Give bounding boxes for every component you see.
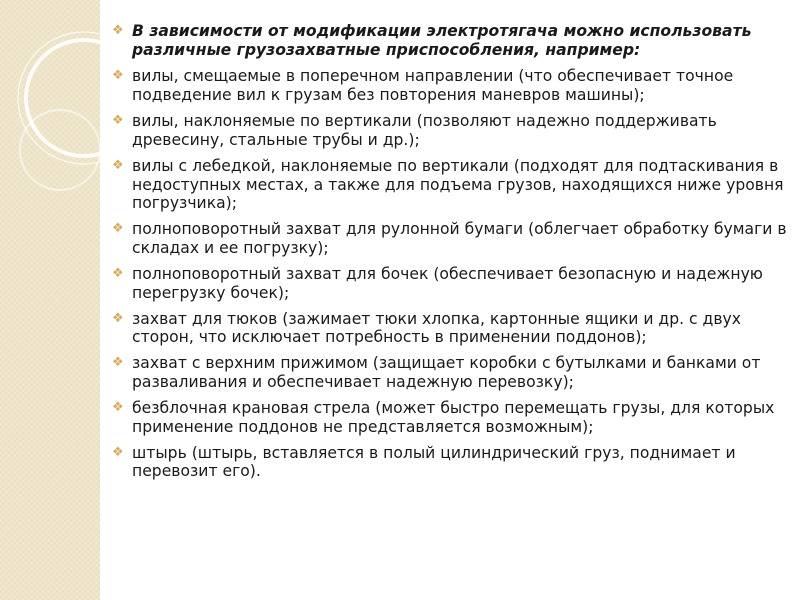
list-item-text: штырь (штырь, вставляется в полый цилиндрический груз, поднимает и перевозит его).: [132, 443, 736, 481]
list-item: [106, 444, 792, 481]
list-item: [106, 354, 792, 391]
list-item-text: вилы, наклоняемые по вертикали (позволяют надежно поддерживать древесину, стальные трубы и др.);: [132, 112, 717, 149]
list-item-text: вилы с лебедкой, наклоняемые по вертикали (подходят для подтаскивания в недоступных местах, а также для подъема грузов, находящихся ниже уровня погрузчика);: [132, 156, 784, 213]
diamond-bullet-icon: ❖: [112, 113, 124, 129]
list-item: [106, 399, 792, 436]
diamond-bullet-icon: ❖: [112, 157, 124, 173]
diamond-bullet-icon: ❖: [112, 400, 124, 416]
list-item: [106, 220, 792, 257]
list-item: [106, 157, 792, 213]
list-item-text: полноповоротный захват для бочек (обеспечивает безопасную и надежную перегрузку бочек);: [132, 264, 763, 302]
lead-text: В зависимости от модификации электротягача можно использовать различные грузозахватные приспособления, например:: [132, 22, 752, 59]
list-item-text: захват для тюков (зажимает тюки хлопка, картонные ящики и др. с двух сторон, что исключает потребность в применении поддонов);: [132, 309, 741, 347]
diamond-bullet-icon: ❖: [112, 444, 124, 460]
list-item: [106, 310, 792, 347]
decorative-side-panel: [0, 0, 100, 600]
bullet-list: [106, 22, 792, 488]
diamond-bullet-icon: ❖: [112, 23, 124, 38]
list-item-lead: [106, 22, 792, 59]
list-item-text: захват с верхним прижимом (защищает коробки с бутылками и банками от разваливания и обеспечивает надежную перевозку);: [132, 354, 761, 392]
list-item-text: полноповоротный захват для рулонной бумаги (облегчает обработку бумаги в складах и ее погрузку);: [132, 220, 787, 257]
decorative-circles-graphic: [0, 0, 100, 600]
diamond-bullet-icon: ❖: [112, 221, 124, 237]
list-item: [106, 67, 792, 104]
list-item: [106, 112, 792, 149]
list-item: [106, 265, 792, 302]
diamond-bullet-icon: ❖: [112, 355, 124, 371]
diamond-bullet-icon: ❖: [112, 265, 124, 281]
list-item-text: вилы, смещаемые в поперечном направлении (что обеспечивает точное подведение вил к грузам без повторения маневров машины);: [132, 67, 734, 105]
list-item-text: безблочная крановая стрела (может быстро перемещать грузы, для которых применение поддонов не представляется возможным);: [132, 399, 775, 436]
diamond-bullet-icon: ❖: [112, 68, 124, 84]
diamond-bullet-icon: ❖: [112, 310, 124, 326]
